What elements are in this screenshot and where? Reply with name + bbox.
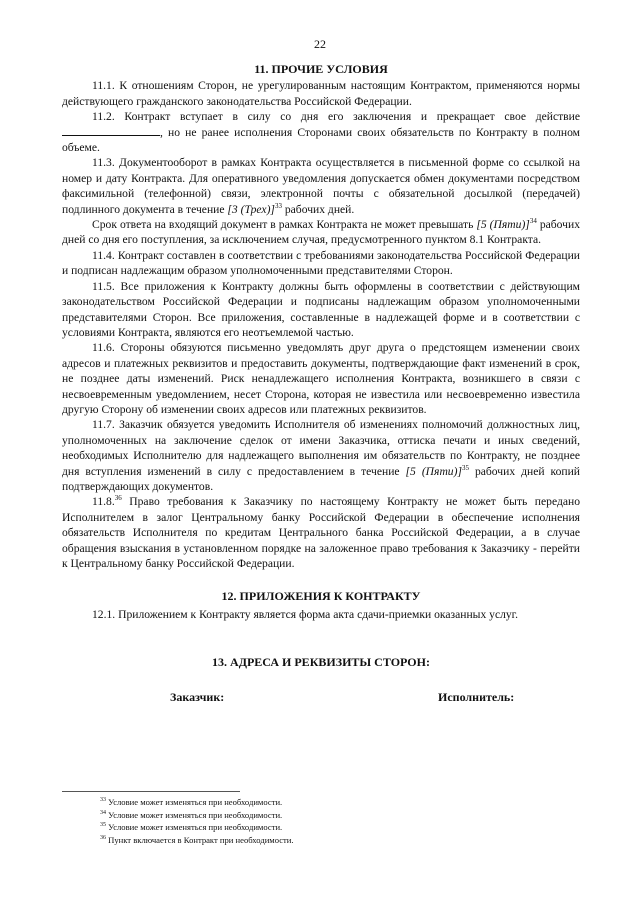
contractor-label: Исполнитель: bbox=[438, 689, 515, 704]
footnote-ref: 35 bbox=[461, 463, 469, 472]
blank-line bbox=[62, 125, 160, 136]
clause-11-4: 11.4. Контракт составлен в соответствии с требованиями законодательства Российской Федерации и подписан надлежащим образом уполномоченными представителями Сторон. bbox=[62, 248, 580, 278]
clause-11-2: 11.2. Контракт вступает в силу со дня его заключения и прекращает свое действие , но не ранее исполнения Сторонами своих обязательств по Контракту в полном объеме. bbox=[62, 110, 580, 155]
footnote-ref: 36 bbox=[114, 494, 122, 503]
footnote-34: $^{34}$ Условие может изменяться при необходимости. bbox=[100, 809, 283, 820]
document-body bbox=[62, 62, 580, 706]
footnote-divider bbox=[62, 791, 240, 792]
section-11-title: 11. ПРОЧИЕ УСЛОВИЯ bbox=[254, 62, 388, 76]
clause-11-3-response: Срок ответа на входящий документ в рамках Контракта не может превышать [5 (Пяти)]$^{34}$ рабочих дней со дня его поступления, за исключением случая, предусмотренного пунктом 8.1 Контракта. bbox=[62, 217, 580, 247]
customer-label: Заказчик: bbox=[170, 689, 225, 704]
section-13-title: 13. АДРЕСА И РЕКВИЗИТЫ СТОРОН: bbox=[212, 655, 430, 670]
term-placeholder: [3 (Трех)] bbox=[227, 202, 275, 216]
clause-11-7: 11.7. Заказчик обязуется уведомить Исполнителя об изменениях полномочий должностных лиц, уполномоченных на заключение сделок от имени Заказчика, оттиска печати и иных сведений, необходимых Исполнителю для надлежащего выполнения им обязательств по Контракту, не позднее дня вступления изменений в силу с предоставлением в течение [5 (Пяти)]$^{35}$ рабочих дней копий подтверждающих документов. bbox=[62, 418, 580, 493]
footnote-36: $^{36}$ Пункт включается в Контракт при необходимости. bbox=[100, 834, 294, 845]
clause-11-5: 11.5. Все приложения к Контракту должны быть оформлены в соответствии с действующим законодательством Российской Федерации и подписаны надлежащим образом уполномоченными представителями Сторон. Все приложения, составленные в надлежащей форме и в соответствии с условиями Контракта, являются его неотъемлемой частью. bbox=[62, 279, 580, 339]
footnotes bbox=[100, 796, 580, 846]
footnote-ref: 34 bbox=[529, 217, 537, 226]
term-placeholder: [5 (Пяти)] bbox=[405, 464, 462, 478]
term-placeholder: [5 (Пяти)] bbox=[476, 218, 530, 232]
clause-11-8: 11.8.36 Право требования к Заказчику по настоящему Контракту не может быть передано Исполнителем в залог Центральному банку Российской Федерации в обеспечение исполнения обязательств Исполнителя по кредитам Центрального банка Российской Федерации, а в случае обращения взыскания в установленном порядке на заложенное право требования к Заказчику - перейти к Центральному банку Российской Федерации. bbox=[62, 494, 580, 570]
clause-11-1: 11.1. К отношениям Сторон, не урегулированным настоящим Контрактом, применяются нормы действующего гражданского законодательства Российской Федерации. bbox=[62, 79, 580, 108]
clause-12-1: 12.1. Приложением к Контракту является форма акта сдачи-приемки оказанных услуг. bbox=[92, 607, 519, 621]
footnote-ref: 33 bbox=[274, 201, 282, 210]
clause-11-3: 11.3. Документооборот в рамках Контракта осуществляется в письменной форме со ссылкой на номер и дату Контракта. Для оперативного уведомления допускается обмен документами посредством факсимильной (телефонной) связи, электронной почты с обязательной досылкой (передачей) подлинного документа в течение [3 (Трех)]$^{33}$ рабочих дней. bbox=[62, 156, 580, 216]
clause-11-6: 11.6. Стороны обязуются письменно уведомлять друг друга о предстоящем изменении своих адресов и платежных реквизитов и предоставить документы, подтверждающие факт изменений в срок, не позднее даты изменений. Риск ненадлежащего исполнения Контракта, возникшего в связи с несвоевременным уведомлением, несет Сторона, которая не известила или несвоевременно известила другую Сторону об изменении своих адресов или платежных реквизитов. bbox=[62, 341, 580, 416]
footnote-35: $^{35}$ Условие может изменяться при необходимости. bbox=[100, 822, 283, 833]
parties-row bbox=[62, 690, 580, 706]
page-number: 22 bbox=[314, 37, 326, 51]
footnote-33: $^{33}$ Условие может изменяться при необходимости. bbox=[100, 797, 283, 807]
section-12-title: 12. ПРИЛОЖЕНИЯ К КОНТРАКТУ bbox=[221, 589, 421, 604]
